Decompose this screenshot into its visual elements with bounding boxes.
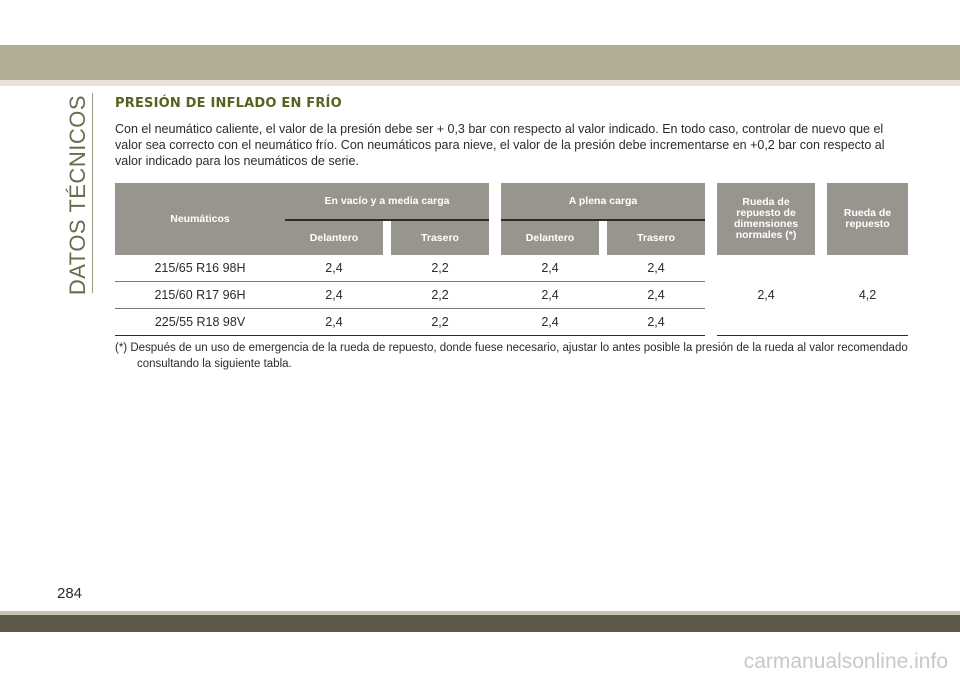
footnote: (*) Después de un uso de emergencia de la rueda de repuesto, donde fuese necesario, ajustar lo antes posible la presión de la rueda al valor recomendado consultando la siguiente tabla. [115,342,908,370]
full-front-value: 2,4 [501,309,599,336]
half-front-value: 2,4 [285,255,383,282]
full-front-value: 2,4 [501,255,599,282]
header-tires: Neumáticos [115,183,285,255]
header-full-load: A plena carga [501,183,705,219]
header-gap [599,219,607,255]
side-divider [92,93,93,293]
header-gap [815,183,827,255]
header-full-front: Delantero [501,219,599,255]
half-front-value: 2,4 [285,282,383,309]
half-rear-value: 2,2 [391,255,489,282]
full-front-value: 2,4 [501,282,599,309]
cell-gap [599,255,607,282]
footer-band [0,615,960,632]
cell-gap [815,255,827,336]
cell-gap [489,282,501,309]
table-row [115,255,908,282]
header-band-underline [0,80,960,86]
cell-gap [383,255,391,282]
full-rear-value: 2,4 [607,282,705,309]
tire-size: 225/55 R18 98V [115,309,285,336]
half-rear-value: 2,2 [391,309,489,336]
page-content [115,96,908,384]
cell-gap [383,309,391,336]
cell-gap [489,255,501,282]
section-title: PRESIÓN DE INFLADO EN FRÍO [115,96,342,111]
header-band [0,45,960,80]
side-title-text: DATOS TÉCNICOS [65,94,90,295]
watermark-text: carmanualsonline.info [743,650,948,673]
cell-gap [705,255,717,336]
header-gap [383,219,391,255]
cell-gap [599,282,607,309]
pressure-table [115,183,908,336]
page-number: 284 [57,585,83,602]
header-half-rear: Trasero [391,219,489,255]
half-rear-value: 2,2 [391,282,489,309]
header-spare-normal: Rueda de repuesto de dimensiones normales (*) [717,183,815,255]
header-full-rear: Trasero [607,219,705,255]
cell-gap [599,309,607,336]
spare-value: 4,2 [827,255,908,336]
header-gap [705,183,717,255]
header-half-load: En vacío y a media carga [285,183,489,219]
full-rear-value: 2,4 [607,309,705,336]
intro-paragraph: Con el neumático caliente, el valor de la presión debe ser + 0,3 bar con respecto al valor indicado. En todo caso, controlar de nuevo que el valor sea correcto con el neumático frío. Con neumáticos para nieve, el valor de la presión debe incrementarse en +0,2 bar con respecto al valor indicado para los neumáticos de serie. [115,122,885,168]
full-rear-value: 2,4 [607,255,705,282]
cell-gap [383,282,391,309]
half-front-value: 2,4 [285,309,383,336]
cell-gap [489,309,501,336]
tire-size: 215/60 R17 96H [115,282,285,309]
header-gap [489,183,501,255]
tire-size: 215/65 R16 98H [115,255,285,282]
header-spare: Rueda de repuesto [827,183,908,255]
spare-normal-value: 2,4 [717,255,815,336]
header-half-front: Delantero [285,219,383,255]
